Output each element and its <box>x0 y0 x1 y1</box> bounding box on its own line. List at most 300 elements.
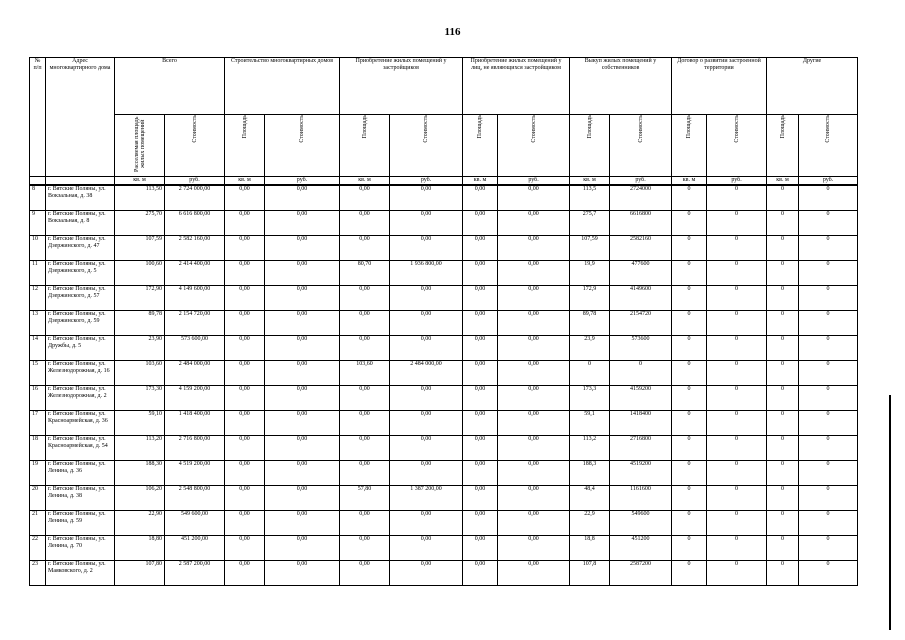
row-value: 0,00 <box>390 460 463 485</box>
row-value: 0 <box>672 560 707 585</box>
row-address: г. Вятские Поляны, ул. Дзержинского, д. 57 <box>46 285 115 310</box>
row-value: 0,00 <box>225 260 265 285</box>
row-value: 0,00 <box>498 360 570 385</box>
row-number: 12 <box>30 285 46 310</box>
row-value: 0,00 <box>340 410 390 435</box>
row-value: 0 <box>799 235 858 260</box>
row-value: 2582160 <box>610 235 672 260</box>
row-value: 0,00 <box>463 460 498 485</box>
row-value: 0,00 <box>390 285 463 310</box>
row-value: 0,00 <box>390 535 463 560</box>
row-value: 0 <box>799 410 858 435</box>
row-value: 2 548 800,00 <box>165 485 225 510</box>
row-address: г. Вятские Поляны, ул. Вокзальная, д. 8 <box>46 210 115 235</box>
row-value: 275,7 <box>570 210 610 235</box>
row-value: 0,00 <box>498 335 570 360</box>
row-value: 0,00 <box>265 360 340 385</box>
row-value: 2 724 000,00 <box>165 185 225 210</box>
row-number: 22 <box>30 535 46 560</box>
row-value: 0,00 <box>390 510 463 535</box>
row-value: 23,90 <box>115 335 165 360</box>
row-value: 173,3 <box>570 385 610 410</box>
row-value: 0,00 <box>225 410 265 435</box>
table-row <box>30 385 858 410</box>
unit-cell-empty <box>46 177 115 186</box>
row-value: 89,78 <box>115 310 165 335</box>
row-value: 0 <box>672 335 707 360</box>
row-value: 173,30 <box>115 385 165 410</box>
row-value: 0 <box>707 385 767 410</box>
row-value: 0,00 <box>463 485 498 510</box>
unit-cell: кв. м <box>570 177 610 186</box>
row-value: 0 <box>707 435 767 460</box>
table-row <box>30 185 858 210</box>
row-value: 0,00 <box>498 385 570 410</box>
row-value: 0,00 <box>225 510 265 535</box>
row-value: 0,00 <box>463 210 498 235</box>
col-header-num: № п/п <box>30 58 46 177</box>
row-value: 0 <box>767 235 799 260</box>
row-value: 0 <box>707 260 767 285</box>
row-address: г. Вятские Поляны, ул. Дзержинского, д. 5 <box>46 260 115 285</box>
row-value: 0,00 <box>225 360 265 385</box>
row-value: 0,00 <box>463 560 498 585</box>
row-value: 172,9 <box>570 285 610 310</box>
row-value: 0 <box>707 210 767 235</box>
row-value: 1 387 200,00 <box>390 485 463 510</box>
row-value: 549600 <box>610 510 672 535</box>
row-value: 1 936 800,00 <box>390 260 463 285</box>
unit-cell: кв. м <box>340 177 390 186</box>
row-value: 0,00 <box>225 460 265 485</box>
row-value: 0 <box>767 260 799 285</box>
row-value: 0,00 <box>463 335 498 360</box>
row-value: 0 <box>767 485 799 510</box>
row-number: 14 <box>30 335 46 360</box>
row-value: 1 418 400,00 <box>165 410 225 435</box>
row-value: 106,20 <box>115 485 165 510</box>
row-value: 0 <box>707 460 767 485</box>
row-address: г. Вятские Поляны, ул. Ленина, д. 38 <box>46 485 115 510</box>
row-value: 0,00 <box>463 535 498 560</box>
row-value: 0,00 <box>498 210 570 235</box>
row-value: 0 <box>672 460 707 485</box>
row-value: 0,00 <box>340 435 390 460</box>
row-value: 0 <box>672 360 707 385</box>
row-value: 0 <box>767 385 799 410</box>
row-value: 4159200 <box>610 385 672 410</box>
row-value: 2724000 <box>610 185 672 210</box>
row-value: 0,00 <box>390 210 463 235</box>
unit-cell: руб. <box>265 177 340 186</box>
subcol-header-label: Площадь <box>241 115 248 139</box>
row-value: 0,00 <box>265 560 340 585</box>
table-row <box>30 460 858 485</box>
subcol-header <box>799 115 858 177</box>
row-value: 103,60 <box>115 360 165 385</box>
row-value: 0,00 <box>463 235 498 260</box>
subcol-header <box>672 115 707 177</box>
row-value: 0 <box>767 335 799 360</box>
row-number: 10 <box>30 235 46 260</box>
row-value: 0,00 <box>340 560 390 585</box>
row-number: 11 <box>30 260 46 285</box>
table-row <box>30 335 858 360</box>
row-value: 0 <box>799 535 858 560</box>
row-address: г. Вятские Поляны, ул. Вокзальная, д. 38 <box>46 185 115 210</box>
row-number: 8 <box>30 185 46 210</box>
row-value: 0 <box>707 560 767 585</box>
row-value: 0,00 <box>463 185 498 210</box>
row-number: 20 <box>30 485 46 510</box>
subcol-header-label: Стоимость <box>423 115 430 143</box>
row-address: г. Вятские Поляны, ул. Дзержинского, д. 59 <box>46 310 115 335</box>
row-value: 0 <box>672 410 707 435</box>
row-number: 17 <box>30 410 46 435</box>
unit-cell: кв. м <box>672 177 707 186</box>
row-value: 4149600 <box>610 285 672 310</box>
subcol-header-label: Стоимость <box>191 115 198 143</box>
row-value: 0,00 <box>265 535 340 560</box>
row-value: 0,00 <box>340 185 390 210</box>
row-value: 2 587 200,00 <box>165 560 225 585</box>
group-header-buyout: Выкуп жилых помещений у собственников <box>570 58 672 115</box>
row-value: 100,60 <box>115 260 165 285</box>
row-value: 0,00 <box>265 335 340 360</box>
row-value: 0,00 <box>463 510 498 535</box>
subcol-header <box>498 115 570 177</box>
row-value: 18,80 <box>115 535 165 560</box>
subcolumn-header-row <box>30 115 858 177</box>
row-value: 0 <box>767 435 799 460</box>
subcol-header <box>610 115 672 177</box>
subcol-header <box>225 115 265 177</box>
row-value: 549 600,00 <box>165 510 225 535</box>
subcol-header <box>115 115 165 177</box>
row-value: 0,00 <box>225 535 265 560</box>
row-value: 0 <box>767 185 799 210</box>
row-value: 0,00 <box>463 260 498 285</box>
row-value: 2 582 160,00 <box>165 235 225 260</box>
row-value: 0 <box>799 510 858 535</box>
subcol-header <box>165 115 225 177</box>
row-number: 9 <box>30 210 46 235</box>
row-value: 0,00 <box>498 460 570 485</box>
subcol-header <box>707 115 767 177</box>
row-value: 0,00 <box>463 410 498 435</box>
row-value: 451 200,00 <box>165 535 225 560</box>
row-value: 0,00 <box>265 285 340 310</box>
row-value: 4 159 200,00 <box>165 385 225 410</box>
row-value: 0 <box>799 335 858 360</box>
row-value: 0 <box>767 560 799 585</box>
row-value: 57,80 <box>340 485 390 510</box>
subcol-header-label: Площадь <box>686 115 693 139</box>
row-value: 0 <box>799 560 858 585</box>
row-value: 188,3 <box>570 460 610 485</box>
row-value: 0,00 <box>225 210 265 235</box>
row-address: г. Вятские Поляны, ул. Железнодорожная, д. 2 <box>46 385 115 410</box>
row-value: 107,8 <box>570 560 610 585</box>
unit-cell: руб. <box>610 177 672 186</box>
row-value: 0,00 <box>390 435 463 460</box>
row-value: 0,00 <box>340 535 390 560</box>
table-row <box>30 360 858 385</box>
row-value: 0 <box>672 310 707 335</box>
col-header-address: Адрес многоквартирного дома <box>46 58 115 177</box>
row-value: 0 <box>799 385 858 410</box>
subcol-header-label: Расселяемая площадь жилых помещений <box>133 116 146 172</box>
row-value: 2 414 400,00 <box>165 260 225 285</box>
row-value: 1418400 <box>610 410 672 435</box>
row-value: 0 <box>570 360 610 385</box>
row-value: 59,1 <box>570 410 610 435</box>
row-value: 0 <box>672 185 707 210</box>
unit-cell: руб. <box>799 177 858 186</box>
row-value: 18,8 <box>570 535 610 560</box>
subcol-header-label: Стоимость <box>299 115 305 143</box>
row-value: 0,00 <box>340 510 390 535</box>
group-header-purchase-non-developers: Приобретение жилых помещений у лиц, не являющихся застройщиком <box>463 58 570 115</box>
row-number: 23 <box>30 560 46 585</box>
row-value: 0 <box>707 410 767 435</box>
row-value: 0,00 <box>225 435 265 460</box>
row-value: 451200 <box>610 535 672 560</box>
row-value: 23,9 <box>570 335 610 360</box>
row-value: 0,00 <box>498 235 570 260</box>
row-value: 113,2 <box>570 435 610 460</box>
group-header-territory-development: Договор о развитии застроенной территории <box>672 58 767 115</box>
table-row <box>30 435 858 460</box>
row-value: 0 <box>799 435 858 460</box>
unit-cell: руб. <box>498 177 570 186</box>
row-value: 0 <box>672 510 707 535</box>
row-value: 0 <box>707 285 767 310</box>
group-header-other: Другие <box>767 58 858 115</box>
row-value: 0,00 <box>265 210 340 235</box>
table-body <box>30 185 858 585</box>
row-value: 0,00 <box>498 185 570 210</box>
row-value: 6616800 <box>610 210 672 235</box>
subcol-header <box>390 115 463 177</box>
table-row <box>30 535 858 560</box>
row-value: 0,00 <box>340 285 390 310</box>
row-value: 0,00 <box>340 335 390 360</box>
row-value: 573600 <box>610 335 672 360</box>
unit-cell: руб. <box>707 177 767 186</box>
subcol-header <box>463 115 498 177</box>
subcol-header-label: Стоимость <box>530 115 537 143</box>
row-value: 0 <box>672 285 707 310</box>
row-value: 0 <box>767 510 799 535</box>
row-value: 59,10 <box>115 410 165 435</box>
row-address: г. Вятские Поляны, ул. Ленина, д. 59 <box>46 510 115 535</box>
page-number: 116 <box>444 26 461 38</box>
subcol-header-label: Площадь <box>361 115 368 139</box>
row-value: 0,00 <box>498 535 570 560</box>
subcol-header-label: Стоимость <box>825 115 832 143</box>
unit-cell-empty <box>30 177 46 186</box>
row-value: 4 149 600,00 <box>165 285 225 310</box>
row-address: г. Вятские Поляны, ул. Красноармейская, д. 36 <box>46 410 115 435</box>
row-address: г. Вятские Поляны, ул. Ленина, д. 70 <box>46 535 115 560</box>
row-value: 0,00 <box>498 510 570 535</box>
row-value: 0,00 <box>225 285 265 310</box>
subcol-header-label: Площадь <box>477 115 484 139</box>
table-row <box>30 210 858 235</box>
row-value: 0 <box>672 385 707 410</box>
row-value: 0 <box>767 360 799 385</box>
row-value: 573 600,00 <box>165 335 225 360</box>
margin-rule <box>889 395 891 630</box>
row-number: 21 <box>30 510 46 535</box>
table-row <box>30 560 858 585</box>
row-value: 477600 <box>610 260 672 285</box>
unit-cell: руб. <box>165 177 225 186</box>
row-value: 0,00 <box>463 285 498 310</box>
row-value: 0,00 <box>265 510 340 535</box>
row-value: 0,00 <box>390 185 463 210</box>
row-value: 0,00 <box>463 310 498 335</box>
row-value: 0 <box>707 185 767 210</box>
row-value: 0 <box>799 210 858 235</box>
row-value: 0 <box>767 310 799 335</box>
row-value: 0 <box>799 460 858 485</box>
row-value: 89,78 <box>570 310 610 335</box>
subcol-header <box>570 115 610 177</box>
row-value: 275,70 <box>115 210 165 235</box>
row-value: 113,20 <box>115 435 165 460</box>
row-value: 0,00 <box>225 310 265 335</box>
row-value: 0,00 <box>225 185 265 210</box>
row-value: 2154720 <box>610 310 672 335</box>
row-value: 113,5 <box>570 185 610 210</box>
row-value: 0,00 <box>265 435 340 460</box>
row-value: 0 <box>799 310 858 335</box>
row-value: 0 <box>707 235 767 260</box>
table-row <box>30 260 858 285</box>
row-value: 0 <box>672 210 707 235</box>
row-value: 0 <box>707 335 767 360</box>
table-row <box>30 510 858 535</box>
table-row <box>30 410 858 435</box>
row-value: 0 <box>767 410 799 435</box>
group-header-total: Всего <box>115 58 225 115</box>
row-value: 0,00 <box>265 485 340 510</box>
row-value: 0,00 <box>390 410 463 435</box>
row-value: 103,60 <box>340 360 390 385</box>
group-header-construction: Строительство многоквартирных домов <box>225 58 340 115</box>
row-address: г. Вятские Поляны, ул. Маяковского, д. 2 <box>46 560 115 585</box>
row-value: 0 <box>767 210 799 235</box>
row-value: 0 <box>767 460 799 485</box>
unit-cell: кв. м <box>115 177 165 186</box>
row-address: г. Вятские Поляны, ул. Железнодорожная, д. 16 <box>46 360 115 385</box>
row-value: 0,00 <box>498 485 570 510</box>
subcol-header <box>340 115 390 177</box>
row-value: 0,00 <box>265 385 340 410</box>
row-address: г. Вятские Поляны, ул. Дзержинского, д. 47 <box>46 235 115 260</box>
row-value: 0,00 <box>390 335 463 360</box>
row-value: 1161600 <box>610 485 672 510</box>
row-value: 0,00 <box>340 235 390 260</box>
row-number: 18 <box>30 435 46 460</box>
table-row <box>30 235 858 260</box>
row-value: 0,00 <box>498 285 570 310</box>
row-address: г. Вятские Поляны, ул. Дружбы, д. 5 <box>46 335 115 360</box>
row-value: 0,00 <box>498 260 570 285</box>
row-value: 0 <box>707 310 767 335</box>
row-value: 0,00 <box>225 385 265 410</box>
row-number: 16 <box>30 385 46 410</box>
unit-cell: кв. м <box>225 177 265 186</box>
row-value: 0 <box>799 185 858 210</box>
row-value: 0 <box>672 260 707 285</box>
subcol-header-label: Площадь <box>779 115 786 139</box>
row-value: 0 <box>672 485 707 510</box>
subcol-header-label: Стоимость <box>733 115 740 143</box>
table-row <box>30 485 858 510</box>
row-value: 0 <box>767 285 799 310</box>
row-value: 0,00 <box>225 235 265 260</box>
row-value: 0 <box>707 535 767 560</box>
row-value: 22,90 <box>115 510 165 535</box>
row-value: 0,00 <box>390 385 463 410</box>
row-number: 13 <box>30 310 46 335</box>
row-value: 0,00 <box>390 310 463 335</box>
unit-cell: руб. <box>390 177 463 186</box>
row-value: 172,90 <box>115 285 165 310</box>
row-value: 48,4 <box>570 485 610 510</box>
row-address: г. Вятские Поляны, ул. Красноармейская, д. 54 <box>46 435 115 460</box>
row-value: 0,00 <box>463 360 498 385</box>
row-value: 113,50 <box>115 185 165 210</box>
row-value: 0,00 <box>498 410 570 435</box>
group-header-purchase-developers: Приобретение жилых помещений у застройщиков <box>340 58 463 115</box>
row-value: 0 <box>799 360 858 385</box>
row-value: 0,00 <box>225 335 265 360</box>
row-value: 0,00 <box>225 485 265 510</box>
row-value: 0 <box>672 435 707 460</box>
resettlement-table <box>29 57 858 586</box>
unit-cell: кв. м <box>767 177 799 186</box>
row-value: 0,00 <box>390 235 463 260</box>
row-value: 2587200 <box>610 560 672 585</box>
row-value: 4519200 <box>610 460 672 485</box>
row-value: 0,00 <box>265 460 340 485</box>
row-value: 107,59 <box>570 235 610 260</box>
row-value: 0,00 <box>340 310 390 335</box>
row-value: 0,00 <box>265 260 340 285</box>
row-value: 107,59 <box>115 235 165 260</box>
row-value: 0 <box>707 485 767 510</box>
row-value: 0 <box>707 360 767 385</box>
subcol-header-label: Стоимость <box>637 115 644 143</box>
row-value: 0,00 <box>498 560 570 585</box>
unit-cell: кв. м <box>463 177 498 186</box>
row-value: 2 154 720,00 <box>165 310 225 335</box>
subcol-header <box>265 115 340 177</box>
row-value: 2716800 <box>610 435 672 460</box>
unit-row <box>30 177 858 186</box>
row-value: 0 <box>799 485 858 510</box>
row-value: 0,00 <box>265 235 340 260</box>
row-value: 0,00 <box>340 460 390 485</box>
row-value: 188,30 <box>115 460 165 485</box>
row-value: 0,00 <box>340 385 390 410</box>
row-value: 0,00 <box>463 435 498 460</box>
subcol-header <box>767 115 799 177</box>
